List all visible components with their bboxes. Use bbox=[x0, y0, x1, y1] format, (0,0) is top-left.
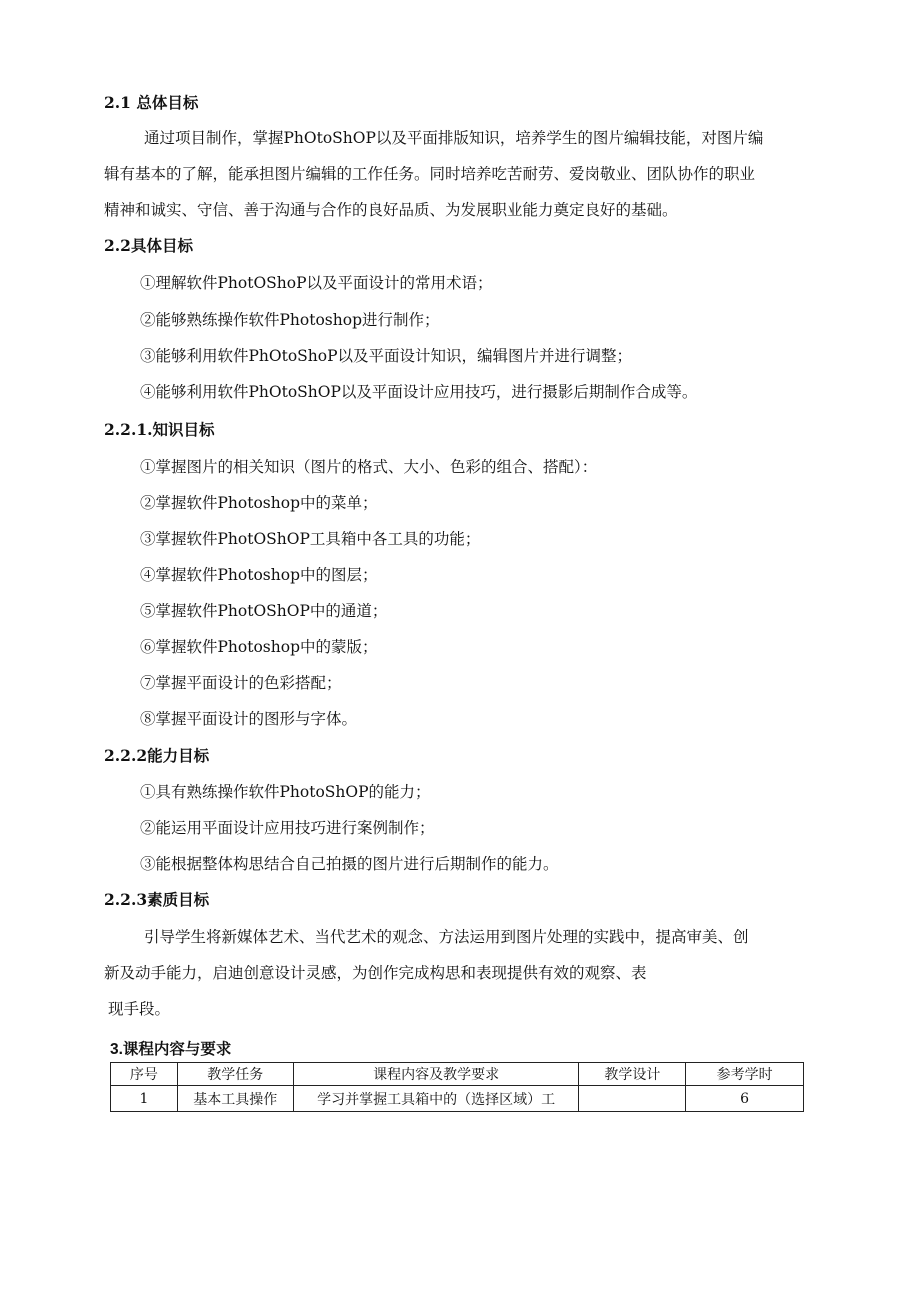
list-item: ②能运用平面设计应用技巧进行案例制作； bbox=[140, 819, 435, 837]
paragraph-line: 通过项目制作，掌握PhOtoShOP以及平面排版知识，培养学生的图片编辑技能，对图片编 bbox=[144, 129, 764, 147]
list-item: ⑥掌握软件Photoshop中的蒙版； bbox=[140, 638, 378, 656]
header-cell-index: 序号 bbox=[111, 1063, 178, 1086]
paragraph-line: 精神和诚实、守信、善于沟通与合作的良好品质、为发展职业能力奠定良好的基础。 bbox=[104, 201, 678, 219]
list-item: ⑤掌握软件PhotOShOP中的通道； bbox=[140, 602, 388, 620]
header-cell-hours: 参考学时 bbox=[686, 1063, 804, 1086]
cell-design bbox=[579, 1086, 686, 1112]
paragraph-line: 现手段。 bbox=[108, 1000, 171, 1018]
cell-task: 基本工具操作 bbox=[177, 1086, 293, 1112]
section-2-2-heading: 2.2具体目标 bbox=[104, 236, 193, 255]
paragraph-line: 新及动手能力，启迪创意设计灵感，为创作完成构思和表现提供有效的观察、表 bbox=[104, 964, 647, 982]
list-item: ②掌握软件Photoshop中的菜单； bbox=[140, 494, 378, 512]
cell-content: 学习并掌握工具箱中的（选择区域）工 bbox=[293, 1086, 579, 1112]
list-item: ⑦掌握平面设计的色彩搭配； bbox=[140, 674, 342, 692]
list-item: ②能够熟练操作软件Photoshop进行制作； bbox=[140, 311, 440, 329]
list-item: ③能够利用软件PhOtoShoP以及平面设计知识，编辑图片并进行调整； bbox=[140, 347, 633, 365]
table-row bbox=[111, 1086, 804, 1112]
list-item: ⑧掌握平面设计的图形与字体。 bbox=[140, 710, 358, 728]
section-2-2-3-heading: 2.2.3素质目标 bbox=[104, 890, 210, 909]
list-item: ③掌握软件PhotOShOP工具箱中各工具的功能； bbox=[140, 530, 481, 548]
header-cell-content: 课程内容及教学要求 bbox=[293, 1063, 579, 1086]
header-cell-task: 教学任务 bbox=[177, 1063, 293, 1086]
list-item: ①具有熟练操作软件PhotoShOP的能力； bbox=[140, 783, 431, 801]
list-item: ①理解软件PhotOShoP以及平面设计的常用术语； bbox=[140, 274, 493, 292]
section-3-heading: 3.课程内容与要求 bbox=[110, 1041, 232, 1058]
list-item: ④能够利用软件PhOtoShOP以及平面设计应用技巧，进行摄影后期制作合成等。 bbox=[140, 383, 698, 401]
paragraph-line: 引导学生将新媒体艺术、当代艺术的观念、方法运用到图片处理的实践中，提高审美、创 bbox=[144, 928, 749, 946]
list-item: ④掌握软件Photoshop中的图层； bbox=[140, 566, 378, 584]
section-2-2-1-heading: 2.2.1.知识目标 bbox=[104, 420, 215, 439]
course-table bbox=[110, 1062, 804, 1112]
list-item: ①掌握图片的相关知识（图片的格式、大小、色彩的组合、搭配）： bbox=[140, 458, 598, 476]
section-2-2-2-heading: 2.2.2能力目标 bbox=[104, 746, 210, 765]
cell-index: 1 bbox=[111, 1086, 178, 1112]
cell-hours: 6 bbox=[686, 1086, 804, 1112]
header-cell-design: 教学设计 bbox=[579, 1063, 686, 1086]
list-item: ③能根据整体构思结合自己拍摄的图片进行后期制作的能力。 bbox=[140, 855, 559, 873]
section-2-1-heading: 2.1 总体目标 bbox=[104, 93, 199, 112]
table-header-row bbox=[111, 1063, 804, 1086]
paragraph-line: 辑有基本的了解，能承担图片编辑的工作任务。同时培养吃苦耐劳、爱岗敬业、团队协作的职业 bbox=[104, 165, 756, 183]
